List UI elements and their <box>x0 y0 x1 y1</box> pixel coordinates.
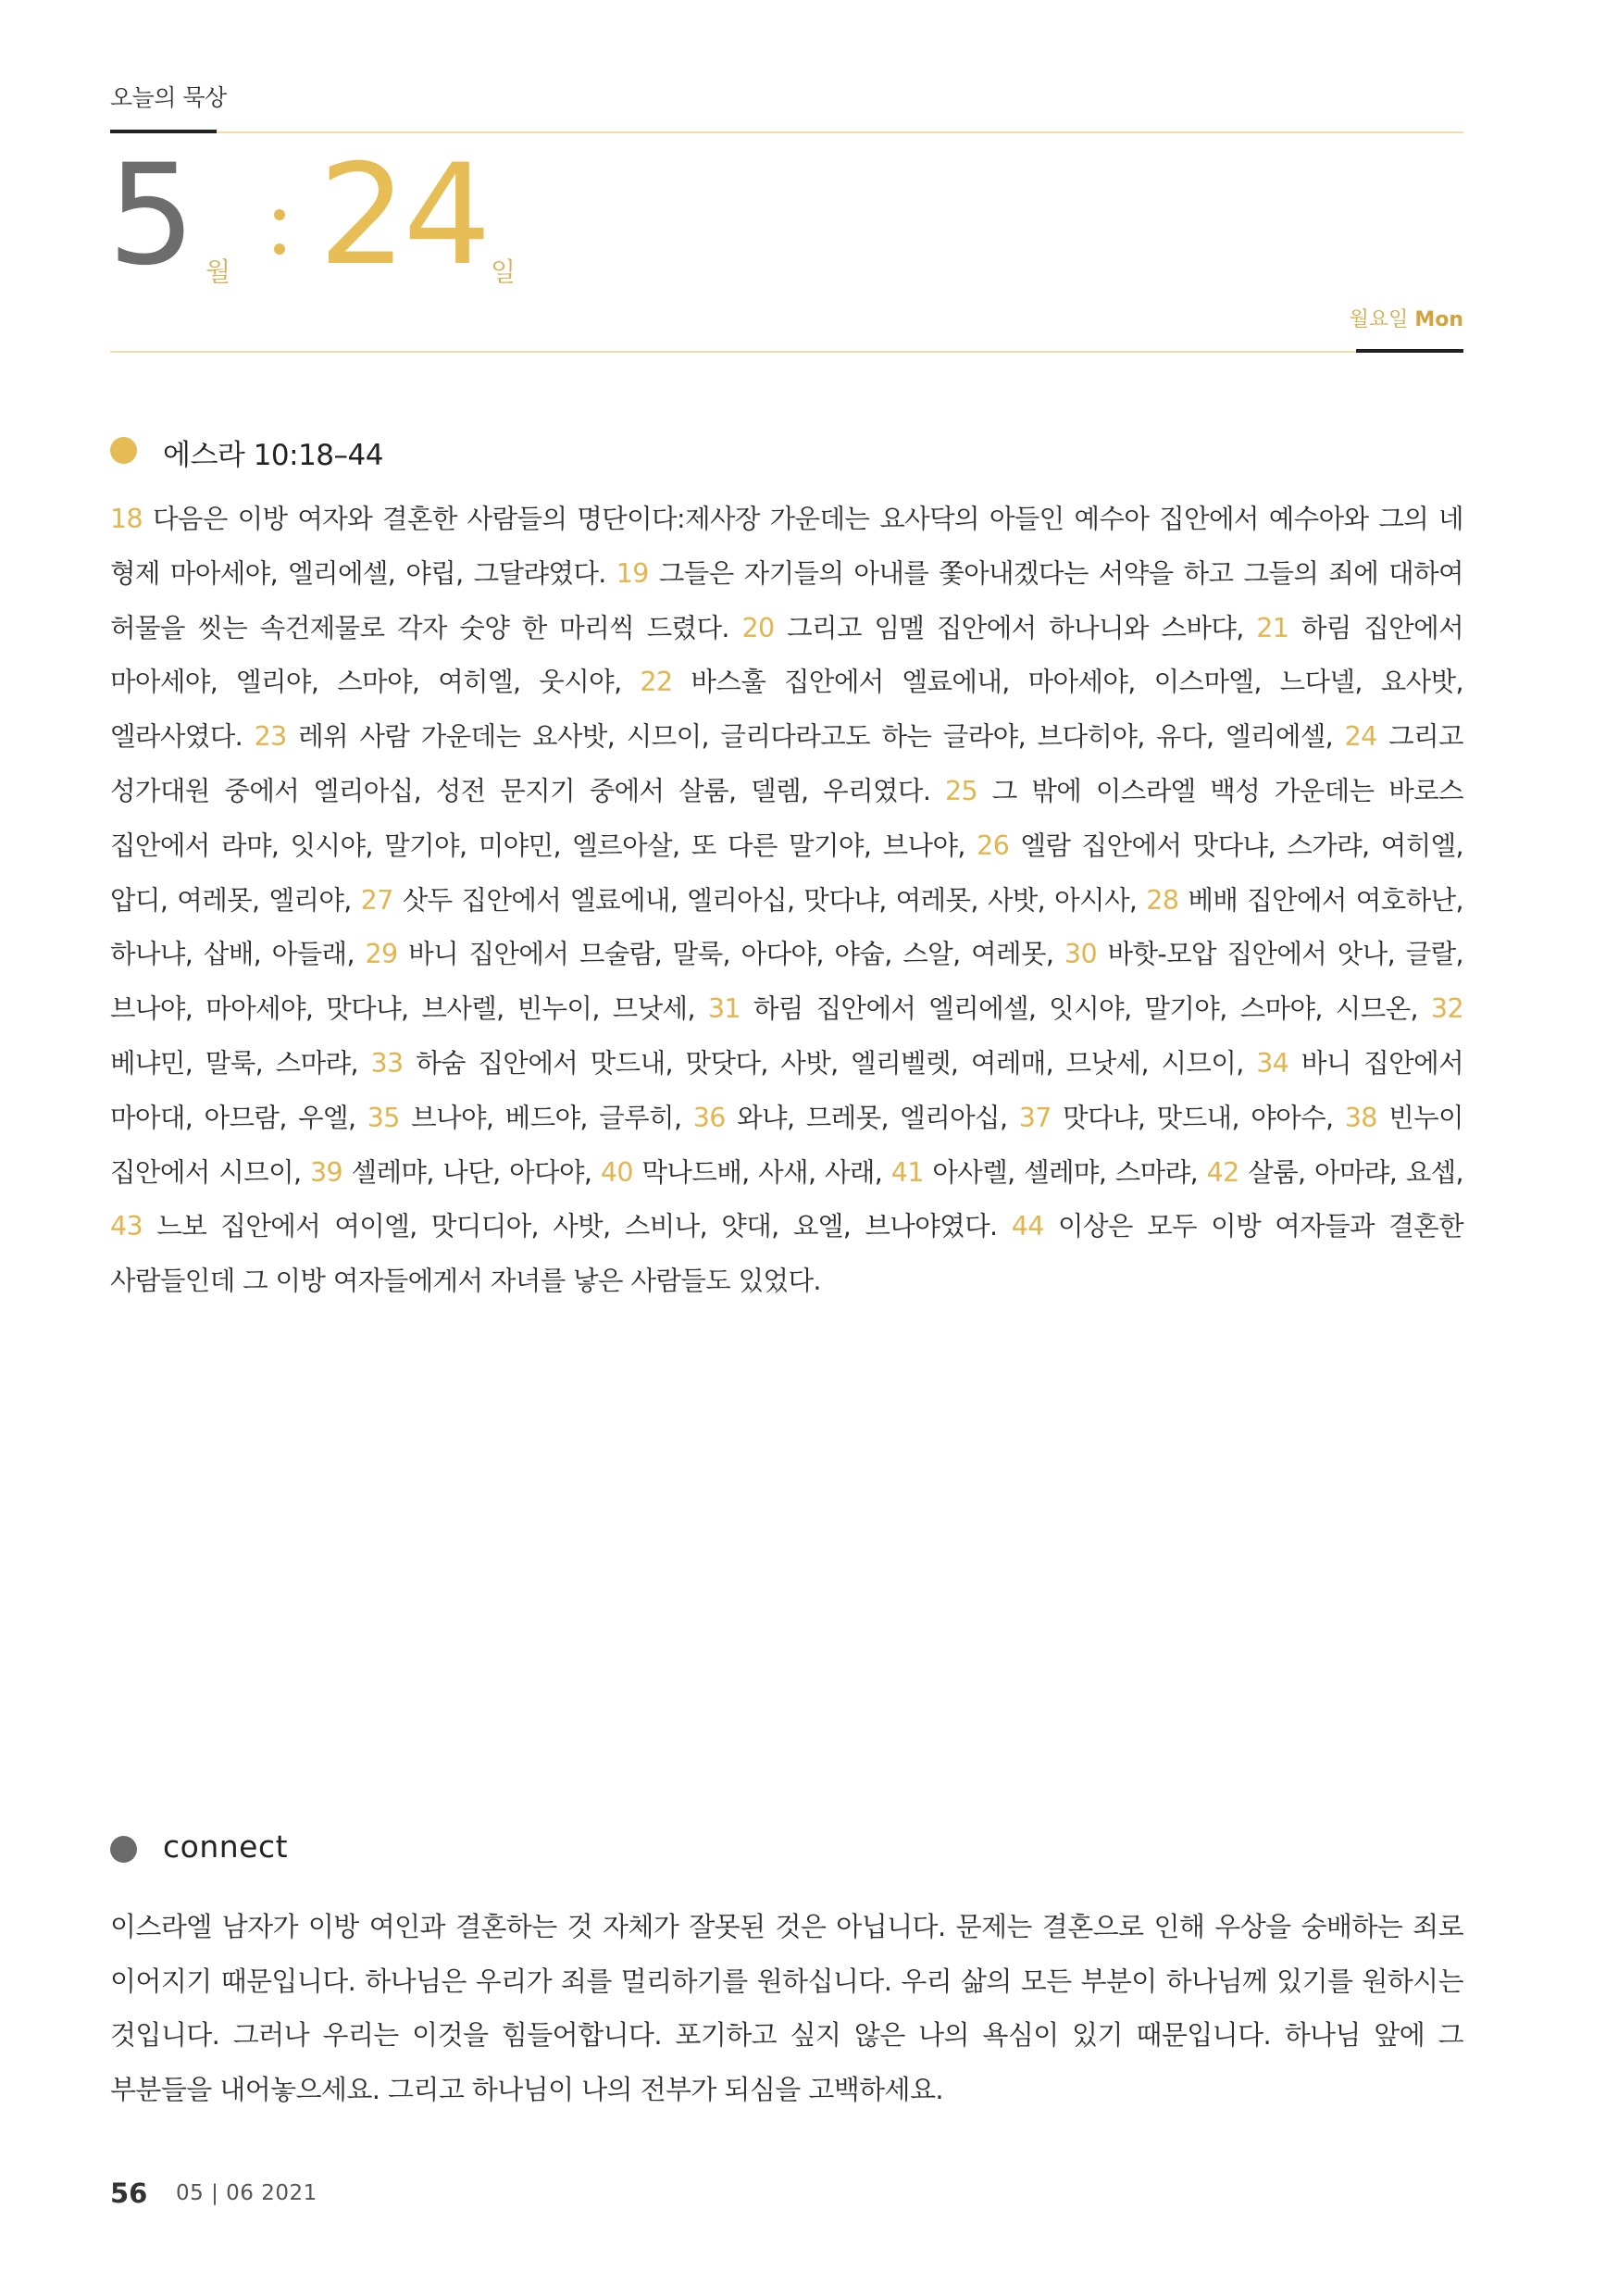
verse-text: 바니 집안에서 므술람, 말룩, 아다야, 야숩, 스알, 여레못, <box>408 939 1054 970</box>
verse-text: 베냐민, 말룩, 스마랴, <box>110 1047 358 1079</box>
verse-number: 40 <box>600 1156 633 1188</box>
verse-text: 베배 집안에서 여호하난, 하나냐, 삽배, 아들래, <box>110 884 1463 970</box>
month-unit: 월 <box>205 256 231 287</box>
verse-number: 28 <box>1146 884 1179 916</box>
weekday <box>1350 304 1463 332</box>
top-divider <box>110 131 1463 133</box>
verse-text: 살룸, 아마랴, 요셉, <box>1248 1156 1464 1188</box>
verse-text: 빈누이 집안에서 시므이, <box>110 1102 1463 1188</box>
verse-text: 엘람 집안에서 맛다냐, 스가랴, 여히엘, 압디, 여레못, 엘리야, <box>110 830 1464 916</box>
day-unit: 일 <box>491 256 517 287</box>
issue-date: 05 | 06 2021 <box>176 2181 317 2205</box>
verse-number: 34 <box>1256 1047 1289 1079</box>
day-number: 24 <box>318 135 488 296</box>
date-divider <box>110 351 1463 353</box>
date-colon-dot-top <box>274 209 285 220</box>
verse-text: 그리고 임멜 집안에서 하나니와 스바댜, <box>787 612 1244 643</box>
verse-number: 31 <box>707 993 741 1025</box>
date-colon-dot-bottom <box>274 243 285 255</box>
section-label: 오늘의 묵상 <box>110 84 227 111</box>
verse-text: 셀레먀, 나단, 아다야, <box>351 1156 592 1188</box>
verse-text: 레위 사람 가운데는 요사밧, 시므이, 글리다라고도 하는 글라야, 브다히야, 유다, 엘리에셀, <box>298 721 1334 753</box>
verse-number: 33 <box>370 1047 404 1079</box>
month-number: 5 <box>107 135 193 296</box>
connect-text: 이스라엘 남자가 이방 여인과 결혼하는 것 자체가 잘못된 것은 아닙니다. 문제는 결혼으로 인해 우상을 숭배하는 죄로 이어지기 때문입니다. 하나님은 우리가 죄를 멀리하기를 원하십니다. 우리 삶의 모든 부분이 하나님께 있기를 원하시는 것입니다. 그러나 우리는 이것을 힘들어합니다. 포기하고 싶지 않은 나의 욕심이 있기 때문입니다. 하나님 앞에 그 부분들을 내어놓으세요. 그리고 하나님이 나의 전부가 되심을 고백하세요. <box>110 1911 1463 2105</box>
verse-text: 하림 집안에서 마아세야, 엘리야, 스마야, 여히엘, 웃시야, <box>110 612 1464 698</box>
verse-number: 18 <box>110 504 143 534</box>
weekday-ko: 월요일 <box>1349 308 1409 331</box>
verse-number: 21 <box>1256 612 1289 643</box>
verse-number: 38 <box>1344 1102 1377 1133</box>
page-number: 56 <box>110 2177 148 2209</box>
verse-text: 그 밖에 이스라엘 백성 가운데는 바로스 집안에서 라먀, 잇시야, 말기야, 미야민, 엘르아살, 또 다른 말기야, 브나야, <box>110 775 1463 861</box>
scripture-text <box>110 493 1463 1309</box>
verse-text: 그리고 성가대원 중에서 엘리아십, 성전 문지기 중에서 살룸, 델렘, 우리였다. <box>110 721 1463 806</box>
verse-number: 20 <box>741 612 775 643</box>
verse-text: 삿두 집안에서 엘료에내, 엘리아십, 맛다냐, 여레못, 사밧, 아시사, <box>402 884 1138 916</box>
verse-number: 24 <box>1344 721 1377 753</box>
verse-text: 이상은 모두 이방 여자들과 결혼한 사람들인데 그 이방 여자들에게서 자녀를 낳은 사람들도 있었다. <box>110 1211 1463 1297</box>
verse-text: 브나야, 베드야, 글루히, <box>411 1102 682 1133</box>
connect-title: connect <box>163 1828 289 1865</box>
scripture-reference: 에스라 10:18–44 <box>163 439 383 472</box>
verse-text: 바니 집안에서 마아대, 아므람, 우엘, <box>110 1047 1464 1133</box>
verse-text: 바스훌 집안에서 엘료에내, 마아세야, 이스마엘, 느다넬, 요사밧, 엘라사였다. <box>110 667 1463 753</box>
verse-number: 43 <box>110 1211 143 1242</box>
verse-text: 하림 집안에서 엘리에셀, 잇시야, 말기야, 스마야, 시므온, <box>753 993 1418 1025</box>
verse-number: 26 <box>977 830 1010 861</box>
verse-text: 바핫-모압 집안에서 앗나, 글랄, 브나야, 마아세야, 맛다냐, 브사렐, 빈누이, 므낫세, <box>110 939 1463 1025</box>
section-label-underline <box>110 130 217 133</box>
verse-text: 다음은 이방 여자와 결혼한 사람들의 명단이다:제사장 가운데는 요사닥의 아들인 예수아 집안에서 예수아와 그의 네 형제 마아세야, 엘리에셀, 야립, 그달랴였다. <box>110 504 1463 589</box>
verse-text: 하숨 집안에서 맛드내, 맛닷다, 사밧, 엘리벨렛, 여레매, 므낫세, 시므이, <box>416 1047 1244 1079</box>
verse-number: 42 <box>1206 1156 1239 1188</box>
verse-text: 아사렐, 셀레먀, 스마랴, <box>932 1156 1199 1188</box>
verse-number: 25 <box>945 775 978 806</box>
verse-number: 39 <box>309 1156 343 1188</box>
verse-text: 와냐, 므레못, 엘리아십, <box>737 1102 1008 1133</box>
verse-number: 29 <box>365 939 398 970</box>
verse-number: 23 <box>254 721 287 753</box>
verse-text: 막나드배, 사새, 사래, <box>641 1156 883 1188</box>
verse-number: 27 <box>360 884 393 916</box>
verse-number: 22 <box>640 667 673 698</box>
verse-text: 그들은 자기들의 아내를 쫓아내겠다는 서약을 하고 그들의 죄에 대하여 허물을 씻는 속건제물로 각자 숫양 한 마리씩 드렸다. <box>110 557 1463 643</box>
weekday-en: Mon <box>1414 308 1463 331</box>
verse-number: 19 <box>616 557 649 589</box>
verse-number: 44 <box>1011 1211 1044 1242</box>
weekday-underline <box>1356 349 1463 353</box>
verse-number: 32 <box>1430 993 1463 1025</box>
verse-number: 30 <box>1064 939 1097 970</box>
verse-number: 41 <box>890 1156 924 1188</box>
verse-text: 맛다냐, 맛드내, 야아수, <box>1063 1102 1334 1133</box>
verse-text: 느보 집안에서 여이엘, 맛디디아, 사밧, 스비나, 얏대, 요엘, 브나야였다. <box>156 1211 998 1242</box>
connect-bullet-icon <box>110 1836 137 1863</box>
verse-number: 37 <box>1018 1102 1052 1133</box>
verse-number: 36 <box>692 1102 726 1133</box>
verse-number: 35 <box>367 1102 400 1133</box>
scripture-bullet-icon <box>110 437 137 464</box>
